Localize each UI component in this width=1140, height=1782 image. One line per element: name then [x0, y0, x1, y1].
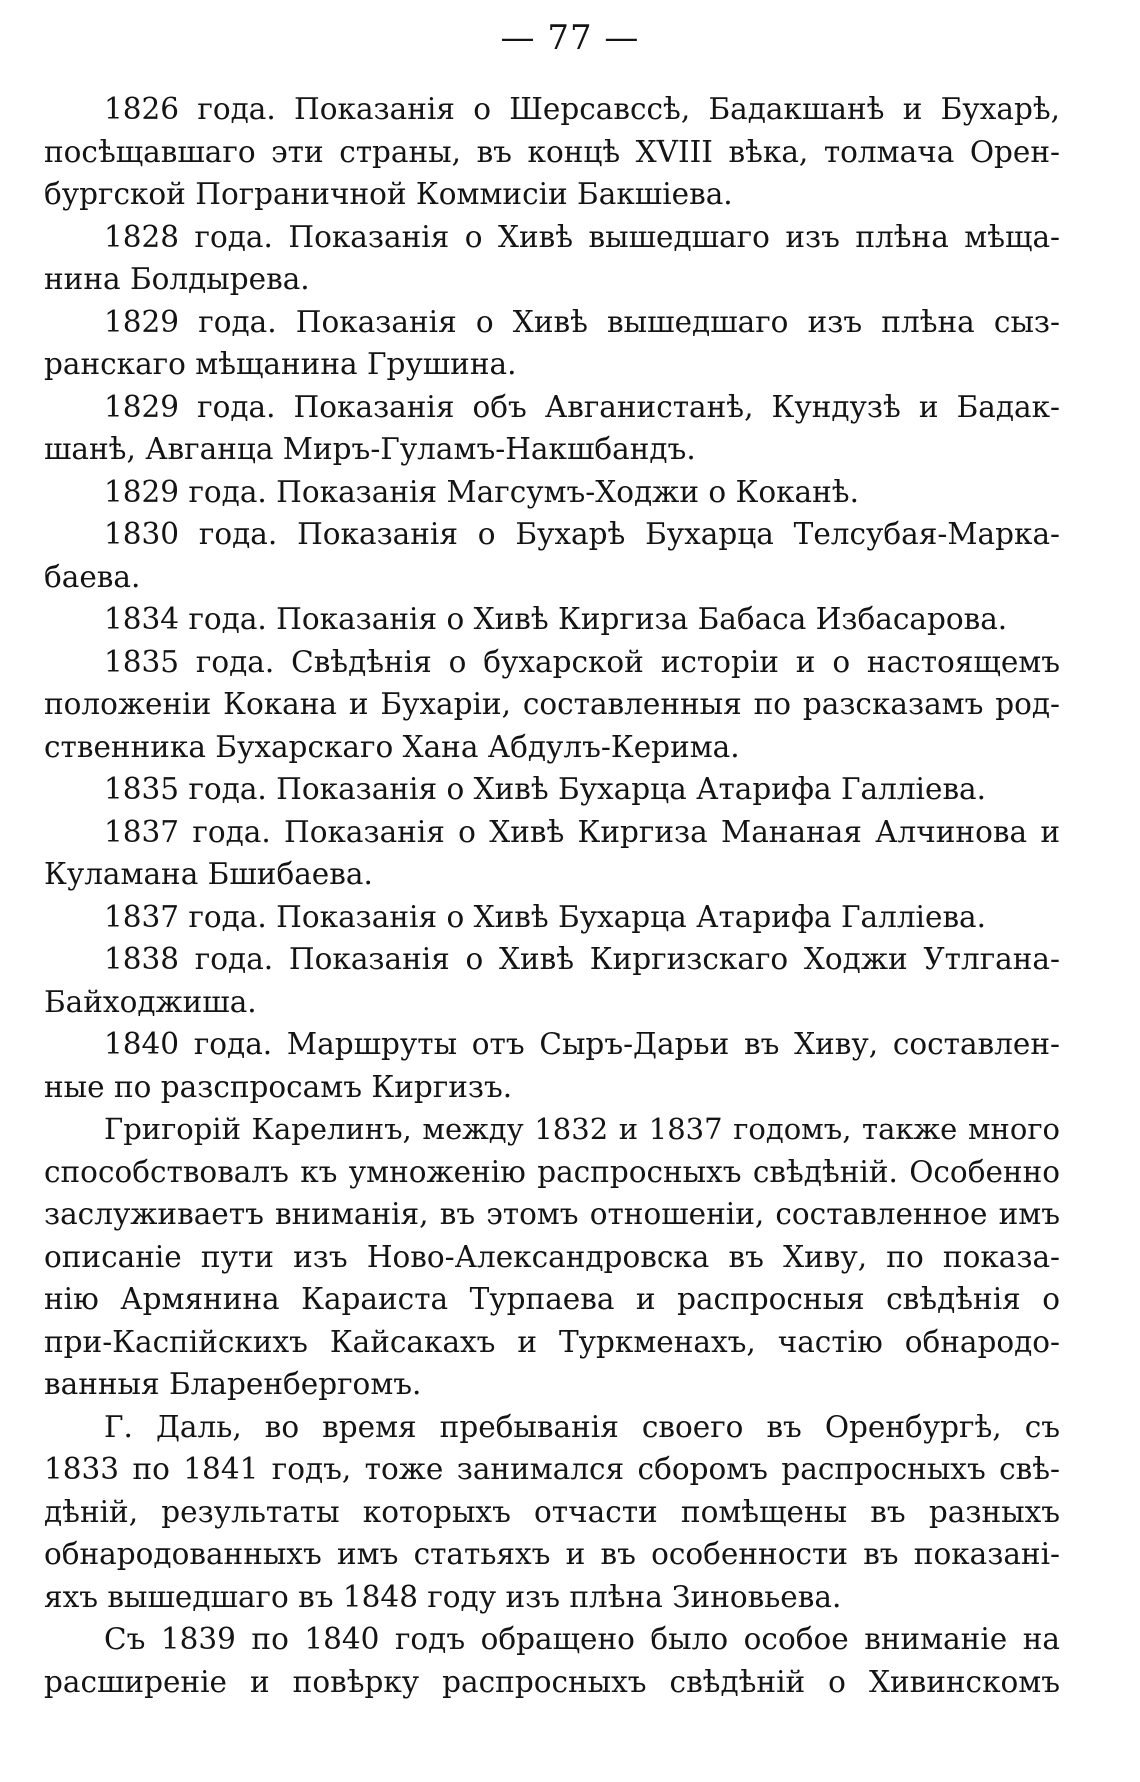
text-line: ные по разспросамъ Киргизъ.	[44, 1069, 513, 1104]
text-line: бургской Пограничной Коммисіи Бакшіева.	[44, 177, 733, 211]
text-line: ванныя Бларенбергомъ.	[44, 1367, 422, 1401]
text-line: Г. Даль, во время пребыванія своего въ Оренбургѣ, съ	[104, 1409, 1060, 1444]
text-line: 1837 года. Показанія о Хивѣ Киргиза Мананая Алчинова и	[104, 814, 1060, 849]
text-line: способствовалъ къ умноженію распросныхъ свѣдѣній. Особенно	[44, 1154, 1060, 1189]
text-line: 1829 года. Показанія Магсумъ-Ходжи о Коканѣ.	[104, 474, 859, 509]
text-line: 1826 года. Показанія о Шерсавссѣ, Бадакшанѣ и Бухарѣ,	[104, 92, 1060, 126]
text-line: 1838 года. Показанія о Хивѣ Киргизскаго Ходжи Утлгана-	[104, 942, 1060, 976]
text-line: расширеніе и повѣрку распросныхъ свѣдѣній о Хивинскомъ	[44, 1664, 1060, 1699]
text-line: 1834 года. Показанія о Хивѣ Киргиза Бабаса Избасарова.	[104, 602, 1008, 636]
text-line: 1840 года. Маршруты отъ Сыръ-Дарьи въ Хиву, составлен-	[104, 1027, 1060, 1061]
page-number: — 77 —	[500, 18, 640, 58]
text-line: баева.	[44, 559, 141, 594]
text-line: 1835 года. Свѣдѣнія о бухарской исторіи и о настоящемъ	[104, 644, 1060, 679]
text-line: 1830 года. Показанія о Бухарѣ Бухарца Телсубая-Марка-	[104, 517, 1060, 551]
text-line: Григорій Карелинъ, между 1832 и 1837 годомъ, также много	[104, 1112, 1060, 1146]
text-line: посѣщавшаго эти страны, въ концѣ XVIII вѣка, толмача Орен-	[44, 134, 1060, 169]
text-line: ранскаго мѣщанина Грушина.	[44, 347, 517, 381]
text-line: 1837 года. Показанія о Хивѣ Бухарца Атарифа Галліева.	[104, 899, 987, 934]
text-line: Съ 1839 по 1840 годъ обращено было особое вниманіе на	[104, 1622, 1060, 1656]
text-line: заслуживаетъ вниманія, въ этомъ отношеніи, составленное имъ	[44, 1197, 1060, 1231]
text-line: при-Каспійскихъ Кайсакахъ и Туркменахъ, частію обнародо-	[44, 1324, 1060, 1359]
text-line: 1833 по 1841 годъ, тоже занимался сборомъ распросныхъ свѣ-	[44, 1452, 1060, 1486]
text-line: нію Армянина Караиста Турпаева и распросныя свѣдѣнія о	[44, 1282, 1060, 1316]
text-line: 1828 года. Показанія о Хивѣ вышедшаго изъ плѣна мѣща-	[104, 219, 1060, 254]
text-line: описаніе пути изъ Ново-Александровска въ Хиву, по показа-	[44, 1239, 1060, 1274]
text-line: положеніи Кокана и Бухаріи, составленныя по разсказамъ род-	[44, 687, 1060, 721]
text-line: Куламана Бшибаева.	[44, 857, 373, 891]
body-text	[44, 88, 1060, 1703]
text-line: ственника Бухарскаго Хана Абдулъ-Керима.	[44, 729, 740, 764]
text-line: 1829 года. Показанія объ Авганистанѣ, Кундузѣ и Бадак-	[104, 389, 1060, 424]
text-line: нина Болдырева.	[44, 262, 310, 296]
text-line: Байходжиша.	[44, 984, 257, 1019]
text-line: 1829 года. Показанія о Хивѣ вышедшаго изъ плѣна сыз-	[104, 304, 1060, 339]
text-line: 1835 года. Показанія о Хивѣ Бухарца Атарифа Галліева.	[104, 772, 987, 806]
text-line: обнародованныхъ имъ статьяхъ и въ особенности въ показані-	[44, 1537, 1060, 1571]
text-line: шанѣ, Авганца Миръ-Гуламъ-Накшбандъ.	[44, 432, 696, 466]
text-line: яхъ вышедшаго въ 1848 году изъ плѣна Зиновьева.	[44, 1579, 842, 1614]
text-line: дѣній, результаты которыхъ отчасти помѣщены въ разныхъ	[44, 1494, 1060, 1529]
